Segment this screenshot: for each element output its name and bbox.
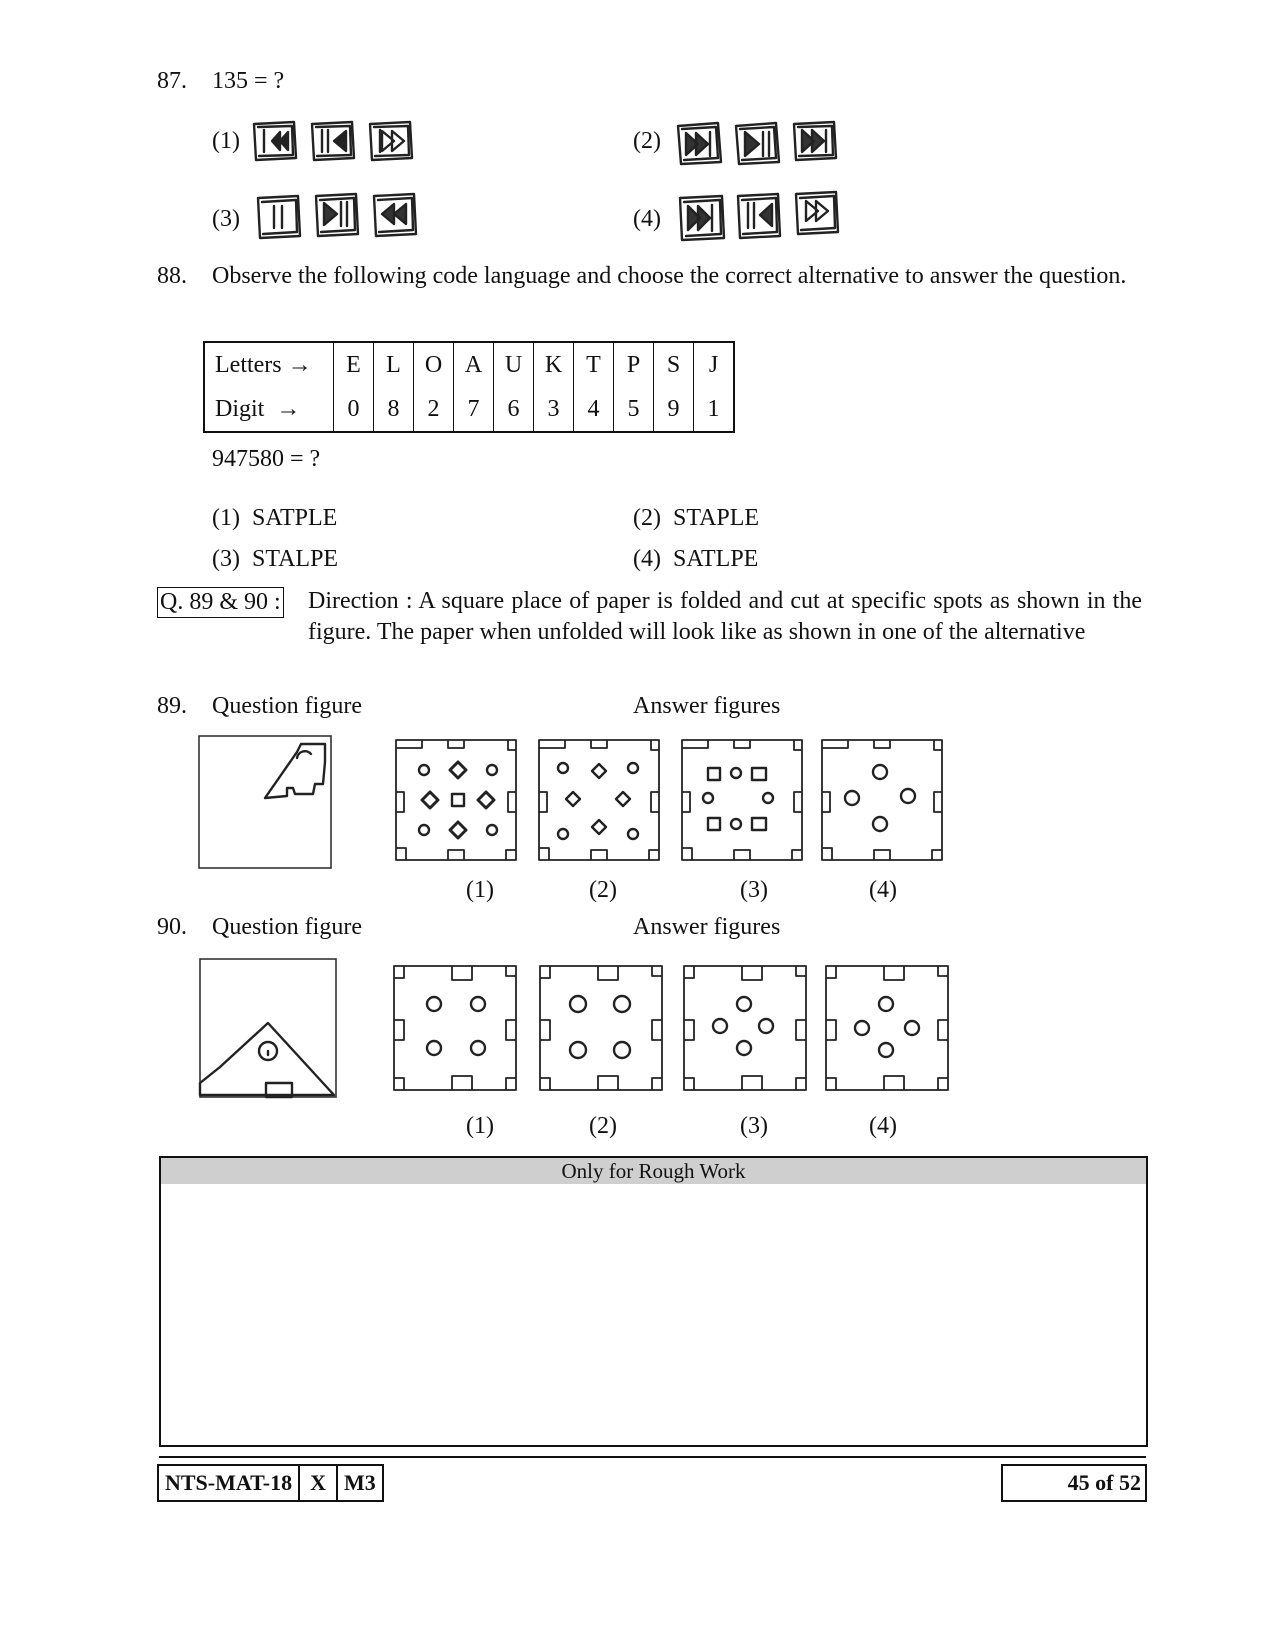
digits-row-label: Digit → <box>215 395 301 422</box>
pause-rewind-icon <box>312 122 354 160</box>
q89-option-1-label: (1) <box>466 877 494 903</box>
play-pause-icon <box>736 123 779 164</box>
q88-text-content: Observe the following code language and choose the correct alternative to answer the question. <box>212 263 1127 289</box>
q90-option-1-label: (1) <box>466 1113 494 1139</box>
digit-cell: 0 <box>334 387 374 432</box>
q87-number: 87. <box>157 68 187 94</box>
q87-option-4-icons <box>676 188 846 244</box>
q88-question: 947580 = ? <box>212 446 321 472</box>
q89-answer-figure-2 <box>539 740 659 860</box>
q88-option-2: (2) STAPLE <box>633 505 760 531</box>
q90-answer-figures <box>390 962 955 1097</box>
paper-code: NTS-MAT-18 <box>157 1464 300 1502</box>
digit-cell: 9 <box>654 387 694 432</box>
letter-cell: K <box>534 342 574 387</box>
medium-code: M3 <box>338 1464 384 1502</box>
q90-answer-figure-2 <box>540 966 662 1090</box>
letter-cell: J <box>694 342 735 387</box>
q89-option-3-label: (3) <box>740 877 768 903</box>
digit-cell: 4 <box>574 387 614 432</box>
q89-question-label: Question figure <box>212 693 362 719</box>
q89-option-2-label: (2) <box>589 877 617 903</box>
digit-cell: 6 <box>494 387 534 432</box>
q87-option-3-label: (3) <box>212 206 240 232</box>
letter-cell: S <box>654 342 694 387</box>
direction-tag: Q. 89 & 90 : <box>157 587 284 618</box>
q89-question-figure <box>195 730 340 875</box>
letters-row-label: Letters → <box>215 351 312 378</box>
q90-option-3-label: (3) <box>740 1113 768 1139</box>
series-code: X <box>300 1464 338 1502</box>
pause-rewind-icon <box>738 194 780 238</box>
rough-work-title: Only for Rough Work <box>161 1158 1146 1184</box>
digit-cell: 8 <box>374 387 414 432</box>
q89-answer-figure-3 <box>682 740 802 860</box>
q87-option-2-icons <box>674 118 844 170</box>
q90-option-2-label: (2) <box>589 1113 617 1139</box>
play-forward-icon <box>796 192 838 234</box>
digit-cell: 2 <box>414 387 454 432</box>
q90-question-figure <box>196 955 341 1100</box>
q89-answer-figures <box>392 736 952 866</box>
q88-option-1: (1) SATPLE <box>212 505 338 531</box>
fast-forward-icon <box>794 122 836 160</box>
page-number: 45 of 52 <box>1001 1464 1147 1502</box>
letter-cell: U <box>494 342 534 387</box>
letter-cell: O <box>414 342 454 387</box>
fast-forward-icon <box>680 196 724 240</box>
pause-icon <box>258 196 300 238</box>
code-table <box>203 341 735 433</box>
letter-cell: T <box>574 342 614 387</box>
q89-answer-label: Answer figures <box>633 693 781 719</box>
rewind-icon <box>374 194 416 236</box>
q89-answer-figure-1 <box>396 740 516 860</box>
q89-answer-figure-4 <box>822 740 942 860</box>
q88-option-3: (3) STALPE <box>212 546 339 572</box>
q90-answer-figure-3 <box>684 966 806 1090</box>
direction-text: Direction : A square place of paper is folded and cut at specific spots as shown in the figure. The paper when unfolded will look like as shown in one of the alternative <box>308 588 1142 645</box>
skip-back-icon <box>254 122 296 160</box>
play-forward-icon <box>370 122 412 160</box>
digits-row <box>204 387 734 432</box>
q90-number: 90. <box>157 914 187 940</box>
q87-option-1-icons <box>250 118 420 166</box>
digit-cell: 3 <box>534 387 574 432</box>
q90-question-label: Question figure <box>212 914 362 940</box>
q90-option-4-label: (4) <box>869 1113 897 1139</box>
footer-rule <box>159 1456 1146 1458</box>
letters-row <box>204 342 734 387</box>
q87-option-1-label: (1) <box>212 128 240 154</box>
play-pause-icon <box>316 194 358 236</box>
q90-answer-figure-4 <box>826 966 948 1090</box>
letter-cell: L <box>374 342 414 387</box>
letter-cell: E <box>334 342 374 387</box>
q90-answer-figure-1 <box>394 966 516 1090</box>
q88-option-4: (4) SATLPE <box>633 546 759 572</box>
letter-cell: A <box>454 342 494 387</box>
q89-option-4-label: (4) <box>869 877 897 903</box>
q89-number: 89. <box>157 693 187 719</box>
q87-option-4-label: (4) <box>633 206 661 232</box>
q87-option-2-label: (2) <box>633 128 661 154</box>
q87-option-3-icons <box>254 190 424 242</box>
footer-codes <box>157 1464 384 1502</box>
q88-text <box>212 261 1142 292</box>
rough-work-box <box>159 1156 1148 1447</box>
letter-cell: P <box>614 342 654 387</box>
digit-cell: 7 <box>454 387 494 432</box>
q87-question: 135 = ? <box>212 68 285 94</box>
digit-cell: 1 <box>694 387 735 432</box>
digit-cell: 5 <box>614 387 654 432</box>
q88-number: 88. <box>157 263 187 289</box>
q90-answer-label: Answer figures <box>633 914 781 940</box>
fast-forward-icon <box>678 123 721 164</box>
